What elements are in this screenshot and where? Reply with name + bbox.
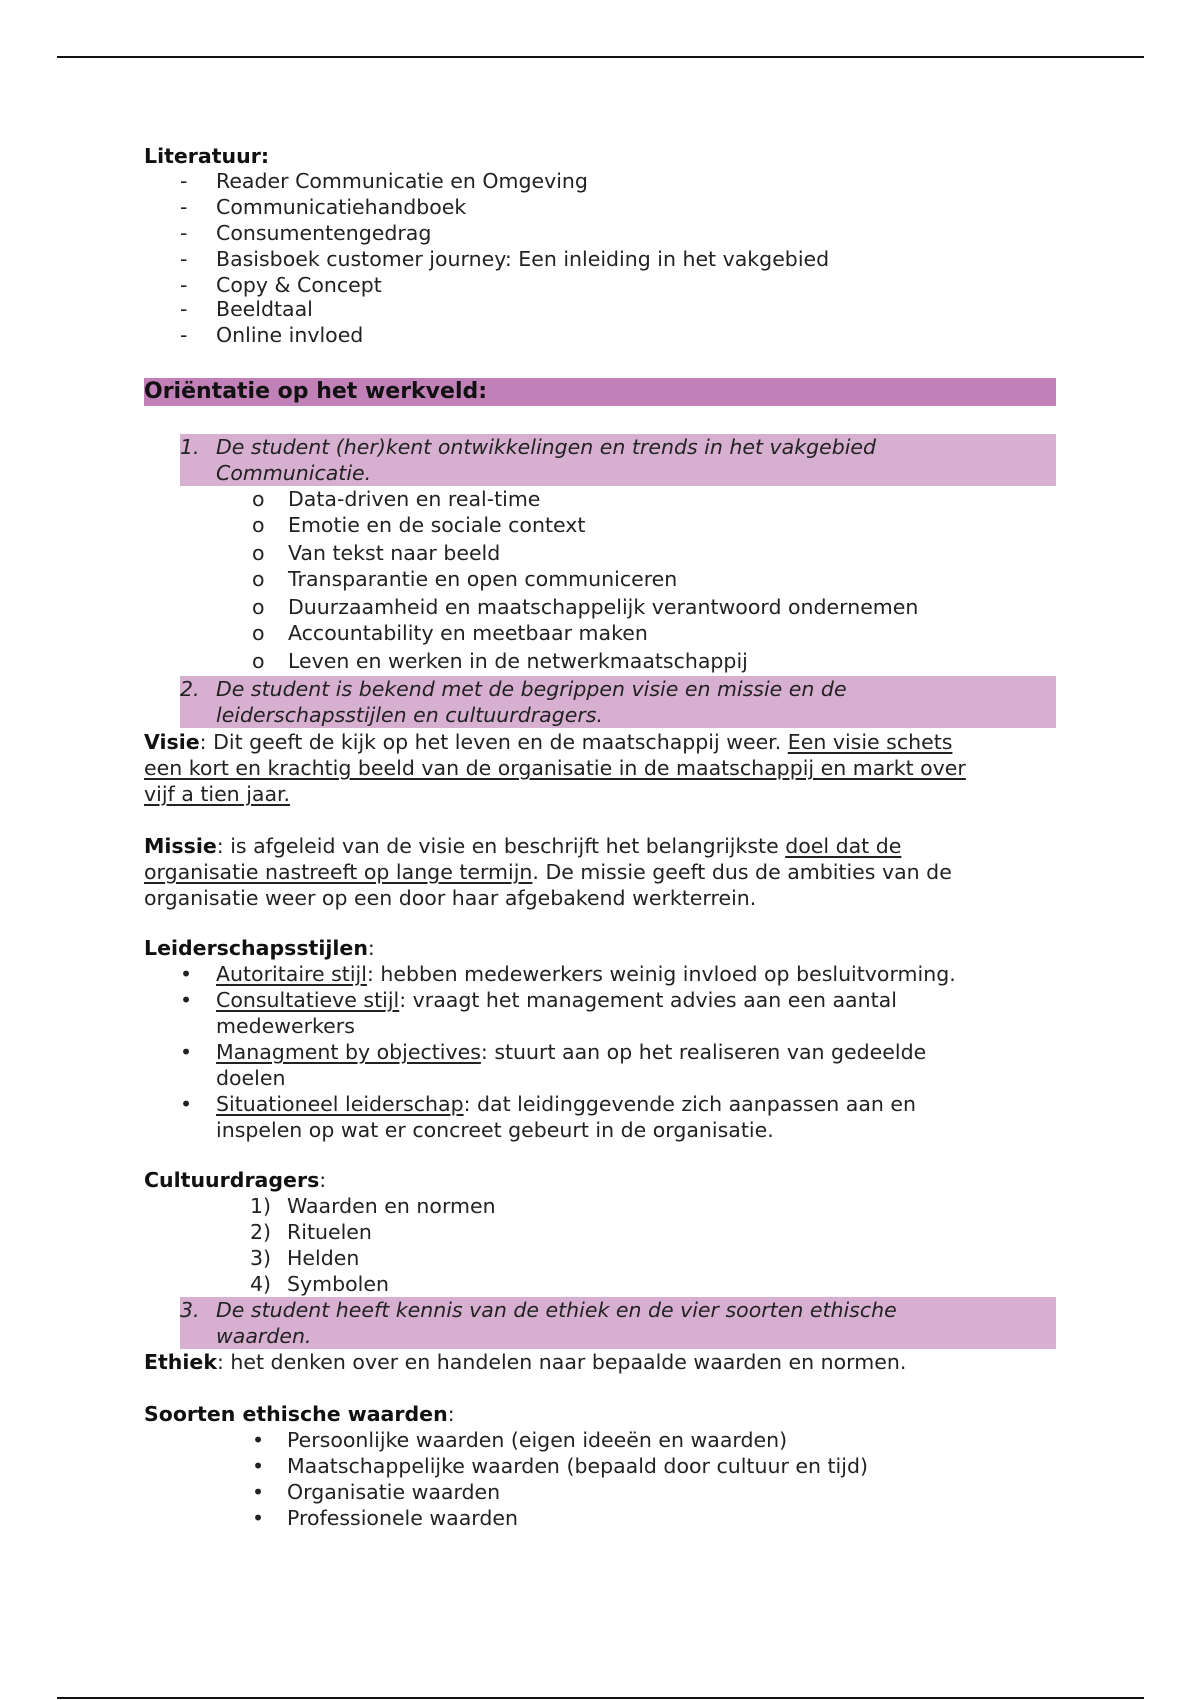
list-item-continuation: doelen — [216, 1066, 286, 1090]
missie-term: Missie — [144, 834, 217, 858]
ethiek-term: Ethiek — [144, 1350, 217, 1374]
bullet-marker: • — [180, 988, 193, 1012]
visie-paragraph-line: vijf a tien jaar. — [144, 782, 291, 806]
missie-paragraph-line: organisatie nastreeft op lange termijn. De missie geeft dus de ambities van de — [144, 860, 952, 884]
dash-marker: - — [180, 273, 188, 297]
circle-marker: o — [252, 621, 265, 645]
number-marker: 4) — [250, 1272, 272, 1296]
section-title: Oriëntatie op het werkveld: — [144, 379, 488, 404]
goal-text: De student (her)kent ontwikkelingen en trends in het vakgebied — [216, 435, 877, 459]
dash-marker: - — [180, 323, 188, 347]
goal-text: waarden. — [216, 1324, 312, 1348]
circle-marker: o — [252, 541, 265, 565]
circle-marker: o — [252, 487, 265, 511]
goal-number: 2. — [180, 677, 200, 701]
dash-marker: - — [180, 297, 188, 321]
goal-text: De student heeft kennis van de ethiek en de vier soorten ethische — [216, 1298, 897, 1322]
visie-paragraph: Visie: Dit geeft de kijk op het leven en de maatschappij weer. Een visie schets — [144, 730, 953, 754]
cultuur-heading: Cultuurdragers: — [144, 1168, 327, 1192]
literature-heading: Literatuur: — [144, 144, 270, 168]
bullet-marker: • — [252, 1506, 265, 1530]
visie-term: Visie — [144, 730, 200, 754]
goal-text: Communicatie. — [216, 461, 372, 485]
leiderschap-heading: Leiderschapsstijlen: — [144, 936, 375, 960]
bullet-marker: • — [180, 1040, 193, 1064]
missie-paragraph: Missie: is afgeleid van de visie en beschrijft het belangrijkste doel dat de — [144, 834, 902, 858]
footer-rule — [57, 1697, 1144, 1699]
dash-marker: - — [180, 247, 188, 271]
bullet-marker: • — [252, 1480, 265, 1504]
list-item-continuation: medewerkers — [216, 1014, 355, 1038]
number-marker: 2) — [250, 1220, 272, 1244]
circle-marker: o — [252, 567, 265, 591]
goal-text: De student is bekend met de begrippen visie en missie en de — [216, 677, 847, 701]
bullet-marker: • — [180, 1092, 193, 1116]
list-item-continuation: inspelen op wat er concreet gebeurt in de organisatie. — [216, 1118, 774, 1142]
dash-marker: - — [180, 169, 188, 193]
goal-number: 1. — [180, 435, 200, 459]
circle-marker: o — [252, 649, 265, 673]
bullet-marker: • — [252, 1454, 265, 1478]
goal-number: 3. — [180, 1298, 200, 1322]
goal-text: leiderschapsstijlen en cultuurdragers. — [216, 703, 603, 727]
ethiek-paragraph: Ethiek: het denken over en handelen naar bepaalde waarden en normen. — [144, 1350, 907, 1374]
bullet-marker: • — [252, 1428, 265, 1452]
number-marker: 1) — [250, 1194, 272, 1218]
dash-marker: - — [180, 221, 188, 245]
visie-paragraph-line: een kort en krachtig beeld van de organisatie in de maatschappij en markt over — [144, 756, 966, 780]
soorten-heading: Soorten ethische waarden: — [144, 1402, 455, 1426]
dash-marker: - — [180, 195, 188, 219]
circle-marker: o — [252, 595, 265, 619]
header-rule — [57, 56, 1144, 58]
circle-marker: o — [252, 513, 265, 537]
missie-paragraph-line: organisatie weer op een door haar afgebakend werkterrein. — [144, 886, 757, 910]
number-marker: 3) — [250, 1246, 272, 1270]
bullet-marker: • — [180, 962, 193, 986]
